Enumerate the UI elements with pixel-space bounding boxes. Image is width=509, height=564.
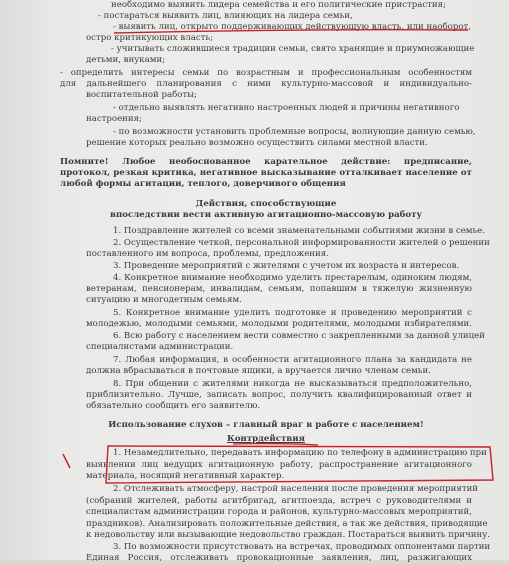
- text-line: должна вбрасываться в почтовые ящики, а вручается лично членам семьи.: [86, 366, 431, 376]
- text-line: выявлении лиц ведущих агитационную работу, распространение агитационного: [86, 460, 472, 470]
- text-line: воспитательной работы;: [86, 90, 197, 100]
- text-line: поставленного им вопроса, проблемы, предложения.: [86, 249, 329, 259]
- text-line: - постараться выявить лиц, влияющих на лидера семьи,: [98, 11, 353, 21]
- pen-underline: [233, 444, 318, 445]
- text-line: - по возможности установить проблемные вопросы, волнующие данную семью,: [113, 127, 476, 137]
- text-line: ситуацию и многодетным семьям.: [86, 295, 242, 305]
- warning-line: протокол, резкая критика, негативное высказывание отталкивает население от: [60, 168, 472, 178]
- text-line: к недовольству или вызывающие недовольство граждан. Постараться выявить причину.: [86, 530, 491, 540]
- text-line: 1. Незамедлительно, передавать информацию по телефону в администрацию при: [113, 448, 487, 458]
- pen-margin-mark: [63, 454, 70, 468]
- text-line: 2. Отслеживать атмосферу, настрой населения после проведения мероприятий: [113, 484, 479, 494]
- text-line: специалистам администрации города и районов, культурно-массовых мероприятий,: [86, 507, 472, 517]
- text-line: молодежью, молодыми семьями, молодыми родителями, молодыми избирателями.: [86, 319, 472, 329]
- text-line: детьми, внуками;: [86, 55, 166, 65]
- text-line: - учитывать сложившиеся традиции семьи, свято хранящие и приумножающие: [111, 44, 475, 54]
- pen-box: [106, 446, 493, 483]
- section-title: Использование слухов – главный враг в работе с населением!: [108, 420, 424, 430]
- pen-underline: [114, 30, 468, 33]
- text-line: необходимо выявить лидера семейства и его политические пристрастия;: [111, 0, 446, 10]
- text-line: остро критикующих власть;: [86, 33, 213, 43]
- text-line: настроения;: [86, 114, 142, 124]
- text-line: материала, носящий негативный характер.: [86, 471, 285, 481]
- text-line: 8. При общении с жителями никогда не высказываться предположительно,: [113, 379, 472, 389]
- text-line: 7. Любая информация, в особенности агитационного плана за кандидата не: [113, 355, 472, 365]
- text-line: 1. Поздравление жителей со всеми знаменательными событиями жизни в семье.: [113, 226, 485, 236]
- text-line: 2. Осуществление четкой, персональной информированности жителей о решении: [113, 238, 490, 248]
- section-subtitle: Контрдействия: [227, 434, 305, 444]
- text-line: Единая Россия, отслеживать провокационные заявления, лиц, разжигающих: [86, 553, 472, 563]
- text-line: - отдельно выявлять негативно настроенных людей и причины негативного: [113, 103, 460, 113]
- text-line: праздников). Анализировать положительные действия, а так же действия, приводящие: [86, 519, 488, 529]
- text-line: специалистами администрации.: [86, 342, 234, 352]
- text-line: - определить интересы семьи по возрастным и профессиональным особенностям: [60, 68, 472, 78]
- text-line: для дальнейшего планирования с ними культурно-массовой и индивидуально-: [60, 79, 472, 89]
- text-line: 3. По возможности присутствовать на встречах, проводимых оппонентами партии: [113, 542, 491, 552]
- warning-line: Помните! Любое необоснованное карательное действие: предписание,: [60, 157, 472, 167]
- text-line: 4. Конкретное внимание необходимо уделить престарелым, одиноким людям,: [113, 273, 472, 283]
- section-title: впоследствии вести активную агитационно-массовую работу: [110, 210, 422, 220]
- text-line: - выявить лиц, открыто поддерживающих действующую власть, или наоборот,: [113, 22, 472, 32]
- text-line: обязательно сообщить его заявителю.: [86, 401, 261, 411]
- section-title: Действия, способствующие: [195, 199, 337, 209]
- text-line: приблизительно. Лучше, записать вопрос, получить квалифицированный ответ и: [86, 390, 472, 400]
- text-line: 6. Всю работу с населением вести совместно с закрепленными за данной улицей: [113, 331, 485, 341]
- text-line: решение которых реально возможно осуществить силами местной власти.: [86, 138, 428, 148]
- text-line: 5. Конкретное внимание уделить подготовке и проведению мероприятий с: [113, 308, 472, 318]
- text-line: (собраний жителей, работы агитбригад, агитпоезда, встреч с руководителями и: [86, 496, 472, 506]
- text-line: 3. Проведение мероприятий с жителями с учетом их возраста и интересов.: [113, 261, 460, 271]
- warning-line: любой формы агитации, теплого, доверчивого общения: [60, 179, 346, 189]
- text-line: ветеранам, пенсионерам, инвалидам, семьям, попавшим в тяжелую жизненную: [86, 284, 472, 294]
